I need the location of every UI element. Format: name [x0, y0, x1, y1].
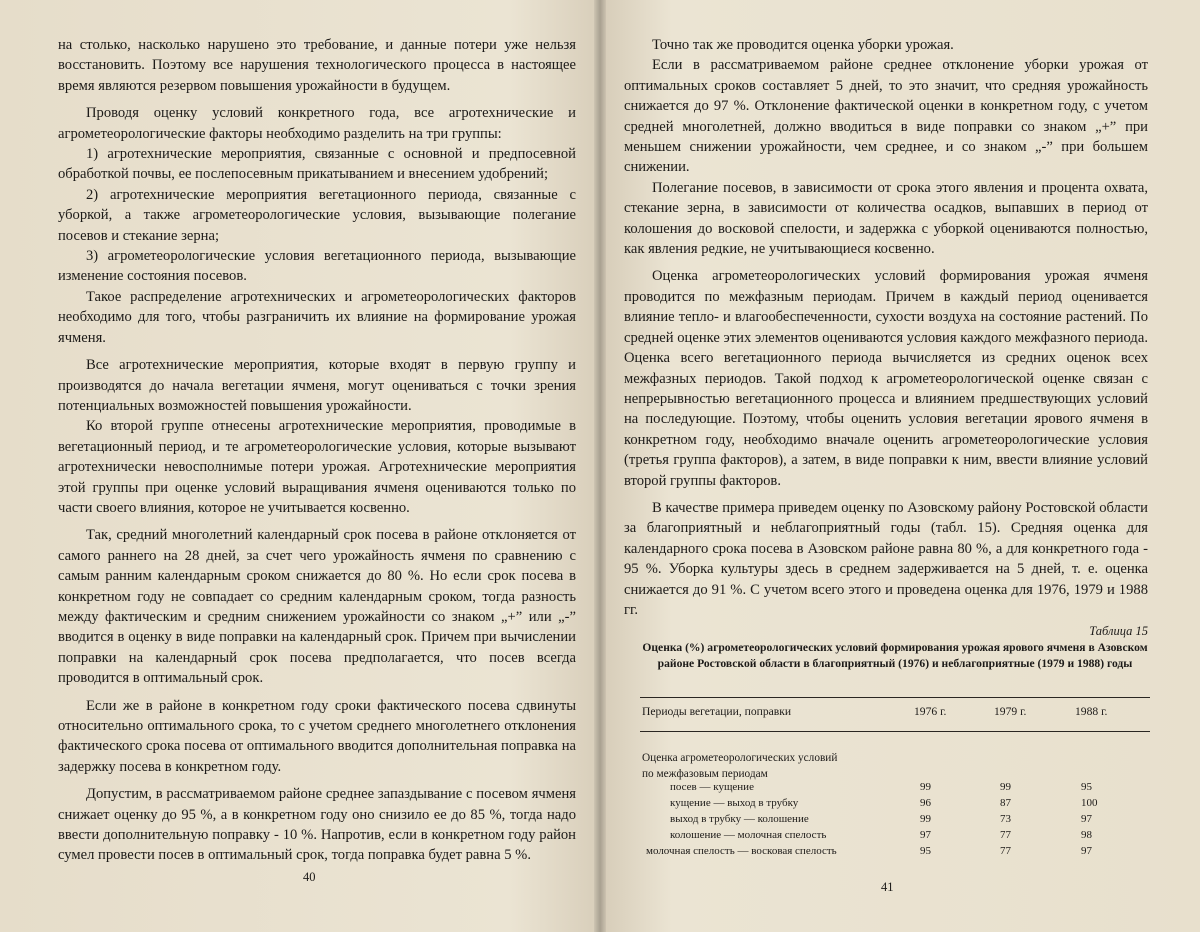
page-number: 40: [303, 870, 316, 884]
cell-1979: 87: [1000, 797, 1011, 809]
cell-1976: 97: [920, 829, 931, 841]
cell-1988: 100: [1081, 797, 1098, 809]
table-section-subtitle: по межфазовым периодам: [642, 768, 768, 780]
table-row: [640, 781, 1150, 798]
table-top-rule: [640, 697, 1150, 698]
list-item: 2) агротехнические мероприятия вегетационного периода, связанные с уборкой, а также агрометеорологические условия, вызывающие полегание посевов и стекание зерна;: [58, 186, 576, 244]
paragraph: Полегание посевов, в зависимости от срока этого явления и процента охвата, стекание зерна, в зависимости от количества осадков, выпавших в период от колошения до восковой спелости, и задержка с уборкой оцениваются полностью, как явления редкие, не учитывающиеся косвенно.: [624, 179, 1148, 258]
table-header-1979: 1979 г.: [994, 705, 1027, 718]
cell-1988: 97: [1081, 845, 1092, 857]
table-header-periods: Периоды вегетации, поправки: [642, 705, 792, 718]
cell-1976: 95: [920, 845, 931, 857]
row-label: выход в трубку — колошение: [670, 813, 809, 825]
cell-1988: 97: [1081, 813, 1092, 825]
list-item: 3) агрометеорологические условия вегетационного периода, вызывающие изменение состояния посевов.: [58, 248, 576, 285]
table-section-title: Оценка агрометеорологических условий: [642, 752, 838, 764]
paragraph: Если же в районе в конкретном году сроки фактического посева сдвинуты относительно оптимального срока, то с учетом среднего многолетнего отклонения фактического срока посева от оптимального вводится дополнительная поправка на задержку посева в конкретном году.: [58, 697, 576, 775]
table-label: Таблица 15: [1089, 624, 1148, 638]
book-gutter: [594, 0, 606, 932]
table-row: [640, 845, 1150, 862]
cell-1979: 99: [1000, 781, 1011, 793]
paragraph: Ко второй группе отнесены агротехнические мероприятия, проводимые в вегетационный период, и те агрометеорологические условия, которые вызывают агротехнически невосполнимые потери урожая. Агротехнические мероприятия этой группы при оценке условий выращивания ячменя оцениваются только по части своего влияния, которое не учитывается косвенно.: [58, 418, 576, 516]
cell-1976: 96: [920, 797, 931, 809]
table-header-1988: 1988 г.: [1075, 705, 1108, 718]
table-title: Оценка (%) агрометеорологических условий формирования урожая ярового ячменя в Азовском районе Ростовской области в благоприятный (1976) и неблагоприятные (1979 и 1988) годы: [642, 641, 1148, 670]
paragraph: Точно так же проводится оценка уборки урожая.: [652, 37, 954, 53]
paragraph: Проводя оценку условий конкретного года, все агротехнические и агрометеорологические факторы необходимо разделить на три группы:: [58, 105, 576, 142]
row-label: колошение — молочная спелость: [670, 829, 827, 841]
table-header-rule: [640, 731, 1150, 732]
cell-1976: 99: [920, 813, 931, 825]
table-header-1976: 1976 г.: [914, 705, 947, 718]
row-label: молочная спелость — восковая спелость: [646, 845, 837, 857]
paragraph: Оценка агрометеорологических условий формирования урожая ячменя проводится по межфазным периодам. Причем в каждый период оценивается влияние тепло- и влагообеспеченности, сухости воздуха на состояние растений. По средней оценке этих элементов оцениваются условия каждого межфазного периода. Оценка всего вегетационного периода вычисляется из средних оценок всех межфазных периодов. Такой подход к агрометеорологической оценке связан с непрерывностью вегетационного процесса и влиянием предшествующих условий на последующие. Поэтому, чтобы оценить условия вегетации ярового ячменя в конкретном году, необходимо вначале оценить агрометеорологические условия (третья группа факторов), а затем, в виде поправки к ним, ввести влияние условий второй группы факторов.: [624, 268, 1148, 489]
right-page: [600, 0, 1200, 932]
table-row: [640, 797, 1150, 814]
paragraph: В качестве примера приведем оценку по Азовскому району Ростовской области за благоприятный и неблагоприятный годы (табл. 15). Средняя оценка для календарного срока посева в Азовском районе равна 80 %, а для конкретного года - 95 %. Уборка культуры здесь в среднем задерживается на 5 дней, т. е. оценка снижается до 91 %. С учетом всего этого и проведена оценка для 1976, 1979 и 1988 гг.: [624, 499, 1148, 618]
row-label: посев — кущение: [670, 781, 754, 793]
cell-1976: 99: [920, 781, 931, 793]
cell-1979: 77: [1000, 829, 1011, 841]
paragraph: Допустим, в рассматриваемом районе среднее запаздывание с посевом ячменя снижает оценку до 95 %, а в конкретном году оно снизило ее до 85 %, тогда надо ввести дополнительную поправку - 10 %. Напротив, если в конкретном году район сумел провести посев в оптимальный срок, тогда поправка будет равна 5 %.: [58, 786, 576, 864]
right-page-text: [624, 35, 1148, 620]
row-label: кущение — выход в трубку: [670, 797, 799, 809]
cell-1988: 95: [1081, 781, 1092, 793]
cell-1979: 77: [1000, 845, 1011, 857]
paragraph: Такое распределение агротехнических и агрометеорологических факторов необходимо для того, чтобы разграничить их влияние на формирование урожая ячменя.: [58, 288, 576, 346]
paragraph: Если в рассматриваемом районе среднее отклонение уборки урожая от оптимальных сроков составляет 5 дней, то это значит, что средняя урожайность снижается до 97 %. Отклонение фактической оценки в конкретном году, с учетом средней многолетней, должно вводиться в виде поправки со знаком „+” при меньшем снижении урожайности, чем среднее, и со знаком „-” при большем снижении.: [624, 57, 1148, 176]
table-row: [640, 813, 1150, 830]
cell-1988: 98: [1081, 829, 1092, 841]
table-row: [640, 829, 1150, 846]
paragraph: Все агротехнические мероприятия, которые входят в первую группу и производятся до начала вегетации ячменя, могут оцениваться с точки зрения потенциальных возможностей повышения урожайности.: [58, 357, 576, 414]
paragraph: на столько, насколько нарушено это требование, и данные потери уже нельзя восстановить. Поэтому все нарушения технологического процесса в настоящее время являются резервом повышения урожайности в будущем.: [58, 37, 576, 94]
left-page-text: [58, 35, 576, 866]
list-item: 1) агротехнические мероприятия, связанные с основной и предпосевной обработкой почвы, ее послепосевным прикатыванием и внесением удобрений;: [58, 146, 576, 183]
cell-1979: 73: [1000, 813, 1011, 825]
paragraph: Так, средний многолетний календарный срок посева в районе отклоняется от самого раннего на 28 дней, за счет чего урожайность ячменя по сравнению с самым ранним календарным сроком снижается до 80 %. Но если срок посева в конкретном году не совпадает со средним календарным сроком, тогда разность между фактическим и средним снижением урожайности со знаком „+” или „-” вводится в оценку в виде поправки на календарный срок. Причем при вычислении поправки на календарный срок посева предполагается, что посев всегда проводится в оптимальный срок.: [58, 527, 576, 687]
page-number: 41: [881, 880, 894, 894]
